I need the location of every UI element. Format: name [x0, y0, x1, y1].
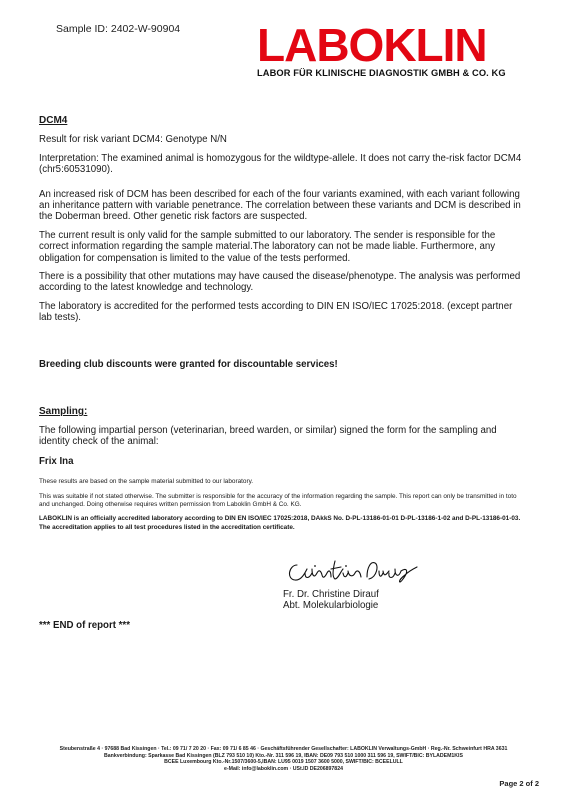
sampler-name: Frix Ina: [39, 456, 74, 468]
footer-address: Steubenstraße 4 · 97688 Bad Kissingen · Tel.: 09 71/ 7 20 20 · Fax: 09 71/ 6 85 46 · Geschäftsführender Gesellschafter: LABOKLIN Verwaltungs-GmbH · Reg.-Nr. Schweinfurt HRA 3631: [59, 746, 508, 752]
footer-email: e-Mail: info@laboklin.com · USt.ID DE206897824: [224, 765, 343, 772]
sampling-heading: Sampling:: [39, 406, 88, 418]
logo-subtitle: LABOR FÜR KLINISCHE DIAGNOSTIK GMBH & CO. KG: [257, 68, 506, 78]
disclaimer-suitability: This was suitable if not stated otherwise. The submitter is responsible for the accuracy of the information regarding the sample. This report can only be transmitted in toto and unchanged. Doing otherwise requires written permission from Laboklin GmbH & Co. KG.: [39, 492, 517, 509]
footer-bank: Bankverbindung: Sparkasse Bad Kissingen (BLZ 793 510 10) Kto.-Nr. 311 596 19, IBAN: DE09 793 510 1000 311 596 19, SWIFT/BIC: BYLADEM1KIS: [104, 752, 463, 759]
report-body: [39, 115, 527, 532]
signatory-block: [283, 589, 379, 611]
validity-text: The current result is only valid for the sample submitted to our laboratory. The sender is responsible for the correct information regarding the sample material.The laboratory can not be made liable. Furthermore, any obligation for compensation is limited to the value of the tests performed.: [39, 229, 496, 264]
footer-bank-lux: BCEE Luxembourg Kto.-Nr.1507/3600-5,IBAN: LU95 0019 1507 3600 5000, SWIFT/BIC: BCEELULL: [164, 759, 403, 766]
logo-wordmark: LABOKLIN: [257, 19, 487, 71]
signatory-department: Abt. Molekularbiologie: [283, 600, 379, 611]
result-heading: DCM4: [39, 115, 68, 126]
signatory-name: Fr. Dr. Christine Dirauf: [283, 589, 379, 600]
page-number: Page 2 of 2: [499, 779, 539, 788]
sample-id: Sample ID: 2402-W-90904: [56, 23, 181, 35]
laboklin-logo: [257, 19, 540, 78]
sampling-text: The following impartial person (veterinarian, breed warden, or similar) signed the form for the sampling and identity check of the animal:: [39, 424, 497, 447]
result-line: Result for risk variant DCM4: Genotype N/N: [39, 134, 227, 146]
disclaimer-accredited-lab: LABOKLIN is an officially accredited laboratory according to DIN EN ISO/IEC 17025:2018, DAkkS No. D-PL-13186-01-01 D-PL-13186-1-02 and D-PL-13186-01-03. The accreditation applies to all test procedures listed in the accreditation certificate.: [39, 515, 521, 531]
page-footer: [0, 746, 567, 772]
discount-notice: Breeding club discounts were granted for discountable services!: [39, 358, 338, 370]
interpretation-text: Interpretation: The examined animal is homozygous for the wildtype-allele. It does not carry the-risk factor DCM4 (chr5:60531090).: [39, 152, 522, 176]
mutations-text: There is a possibility that other mutations may have caused the disease/phenotype. The analysis was performed according to the latest knowledge and technology.: [39, 271, 521, 294]
dcm-note-text: An increased risk of DCM has been described for each of the four variants examined, with each variant following an inheritance pattern with variable penetrance. The correlation between these variants and DCM is described in the Doberman breed. Other genetic risk factors are suspected.: [39, 188, 521, 223]
disclaimer-based-on: These results are based on the sample material submitted to our laboratory.: [39, 477, 254, 485]
accreditation-text: The laboratory is accredited for the performed tests according to DIN EN ISO/IEC 17025:2018. (except partner lab tests).: [39, 300, 513, 324]
handwritten-signature: [283, 555, 423, 589]
end-of-report: *** END of report ***: [39, 620, 130, 631]
